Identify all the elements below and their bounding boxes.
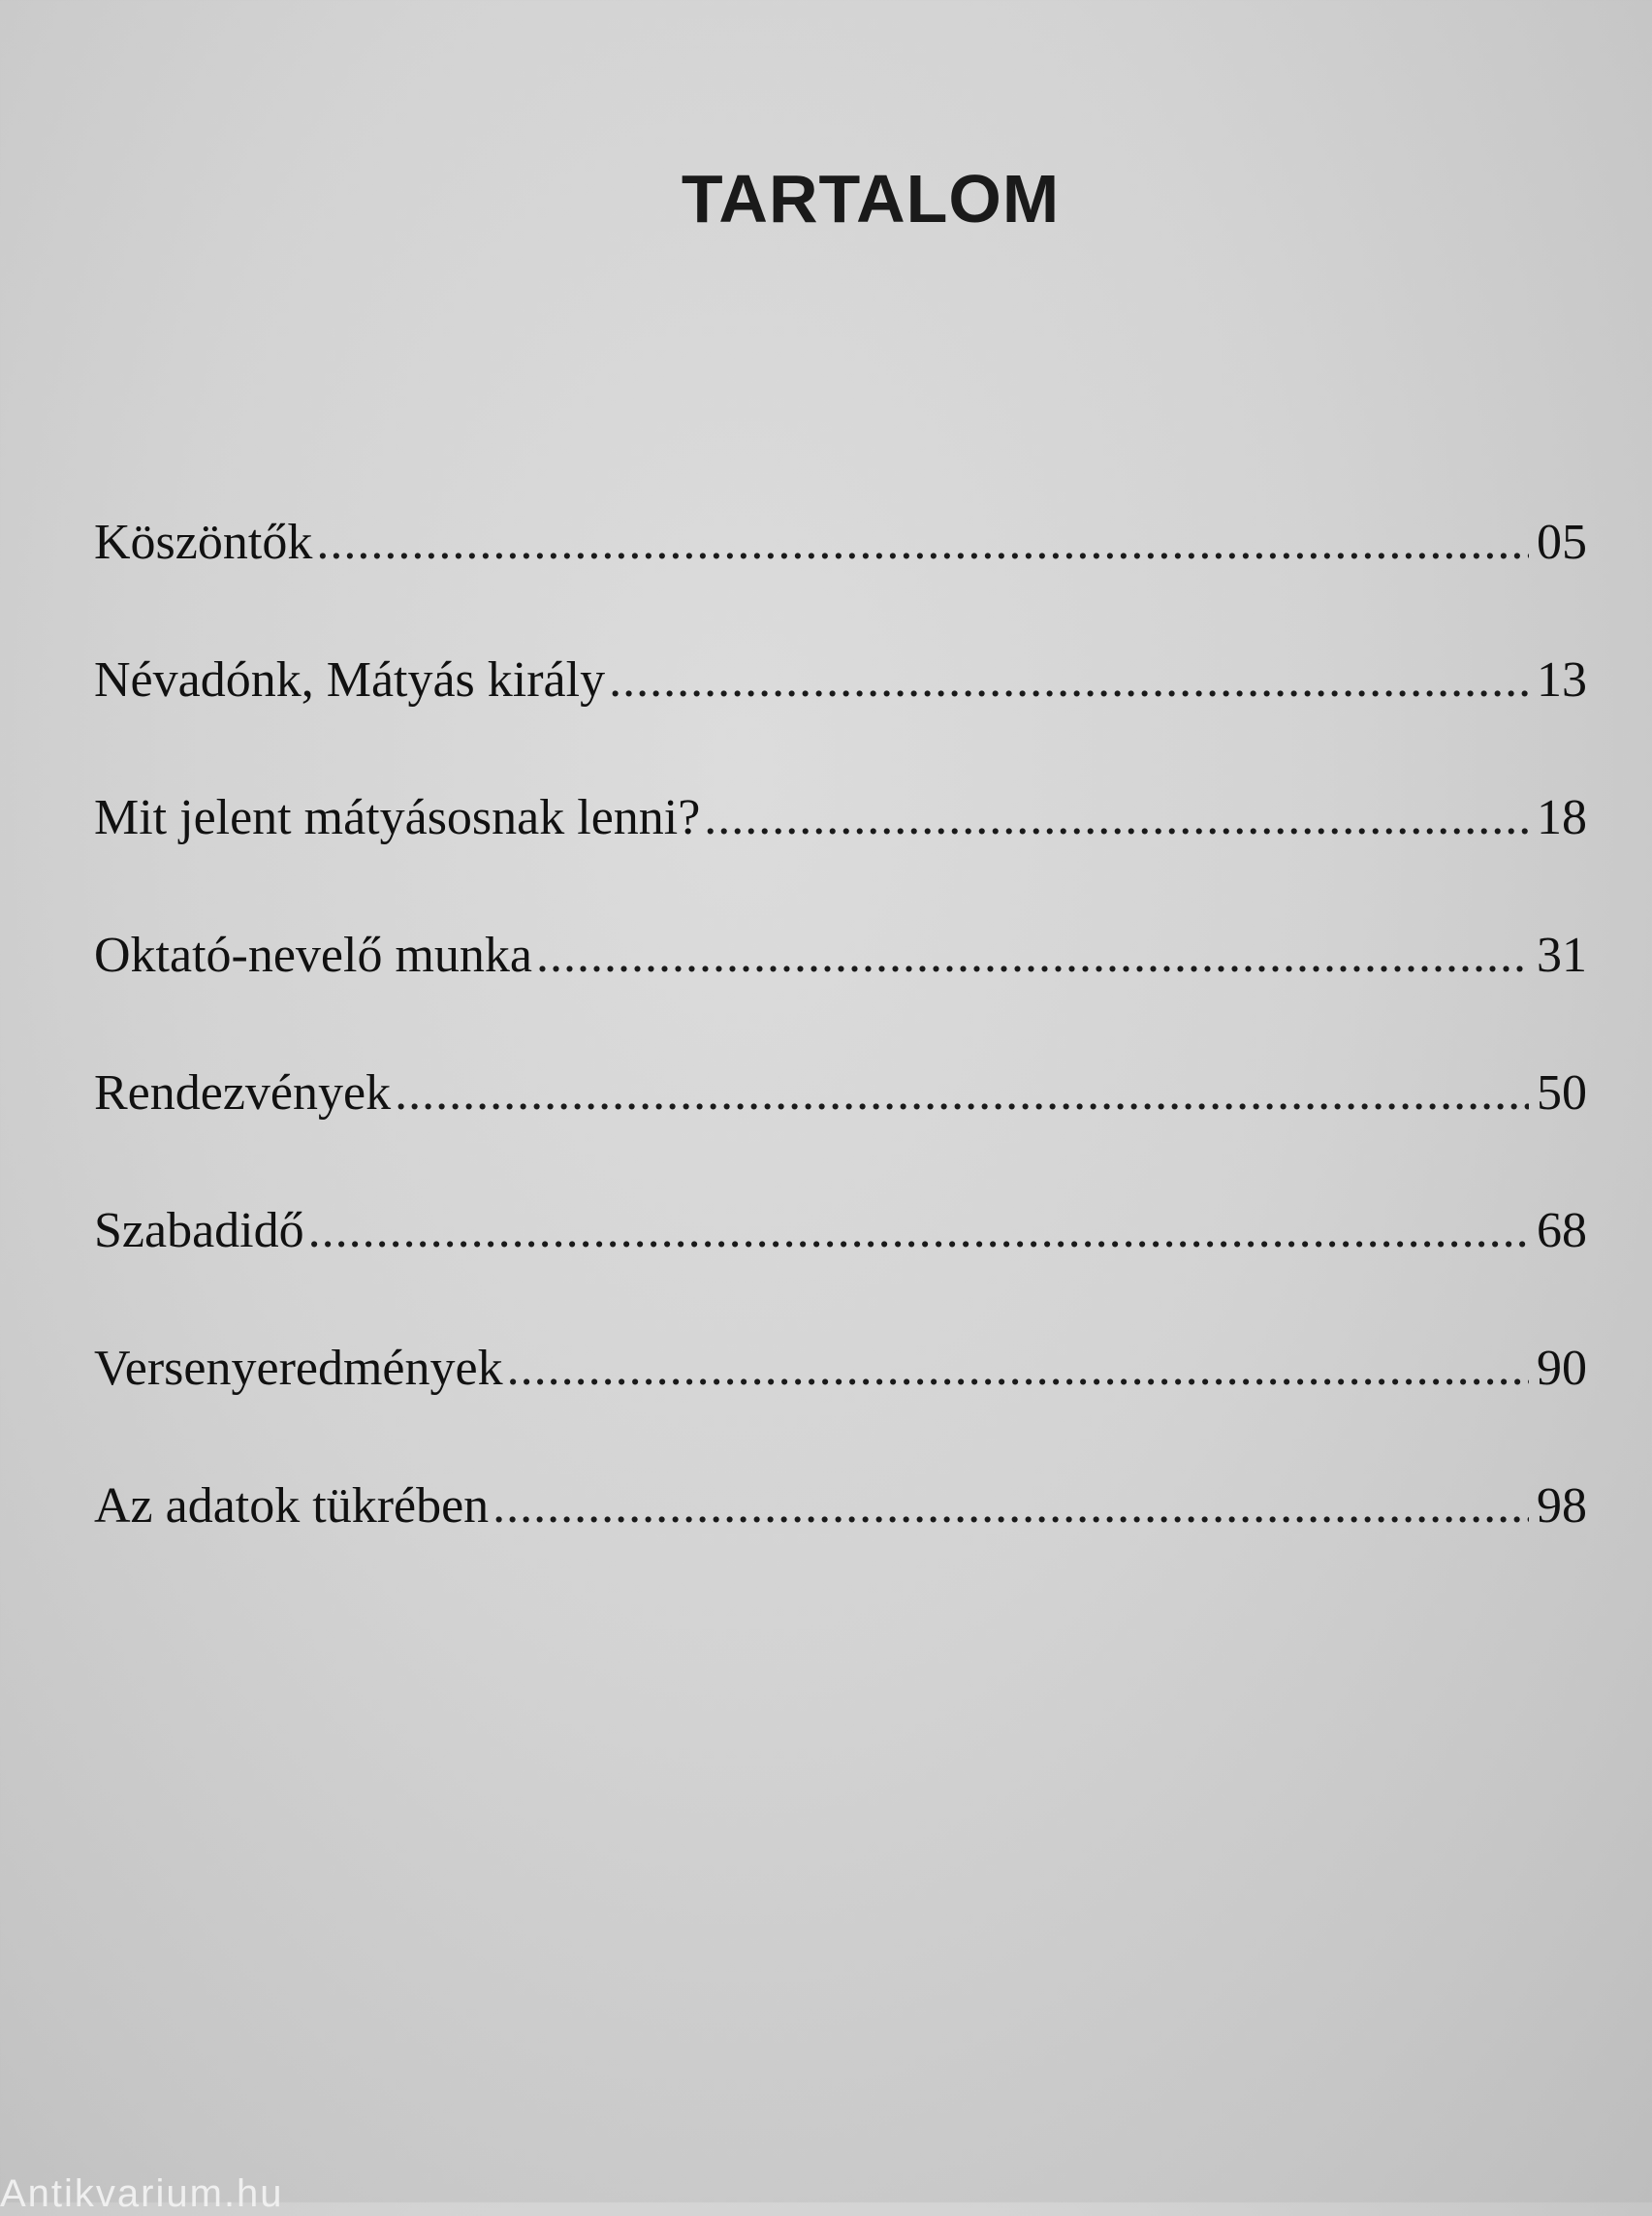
toc-entry — [94, 789, 1587, 927]
toc-entry — [94, 1477, 1587, 1615]
toc-entry — [94, 927, 1587, 1064]
page-title: TARTALOM — [681, 161, 1061, 237]
toc-entry — [94, 1202, 1587, 1340]
toc-entry-page: 68 — [1537, 1203, 1587, 1258]
toc-dot-leader — [609, 651, 1529, 710]
toc-dot-leader — [492, 1477, 1529, 1535]
toc-entry — [94, 514, 1587, 651]
toc-entry-label: Mit jelent mátyásosnak lenni? — [94, 790, 701, 845]
toc-entry-page: 05 — [1537, 515, 1587, 570]
toc-entry-page: 50 — [1537, 1065, 1587, 1121]
toc-entry-page: 13 — [1537, 652, 1587, 708]
toc-entry-label: Versenyeredmények — [94, 1341, 503, 1396]
toc-entry — [94, 651, 1587, 789]
toc-entry-page: 31 — [1537, 928, 1587, 983]
toc-entry-page: 90 — [1537, 1341, 1587, 1396]
toc-entry-label: Oktató-nevelő munka — [94, 928, 532, 983]
toc-entry-label: Névadónk, Mátyás király — [94, 652, 606, 708]
toc-dot-leader — [395, 1064, 1529, 1123]
toc-entry-label: Az adatok tükrében — [94, 1478, 490, 1534]
toc-entry-page: 98 — [1537, 1478, 1587, 1534]
toc-dot-leader — [316, 514, 1529, 572]
toc-dot-leader — [536, 927, 1529, 985]
toc-dot-leader — [704, 789, 1529, 847]
toc-entry-label: Rendezvények — [94, 1065, 392, 1121]
watermark: Antikvarium.hu — [0, 2172, 284, 2215]
toc-entry-page: 18 — [1537, 790, 1587, 845]
toc-entry — [94, 1064, 1587, 1202]
toc-entry-label: Köszöntők — [94, 515, 313, 570]
toc-entry-label: Szabadidő — [94, 1203, 304, 1258]
toc-entry — [94, 1340, 1587, 1477]
toc-dot-leader — [308, 1202, 1529, 1260]
table-of-contents — [94, 514, 1587, 1615]
toc-dot-leader — [507, 1340, 1529, 1398]
